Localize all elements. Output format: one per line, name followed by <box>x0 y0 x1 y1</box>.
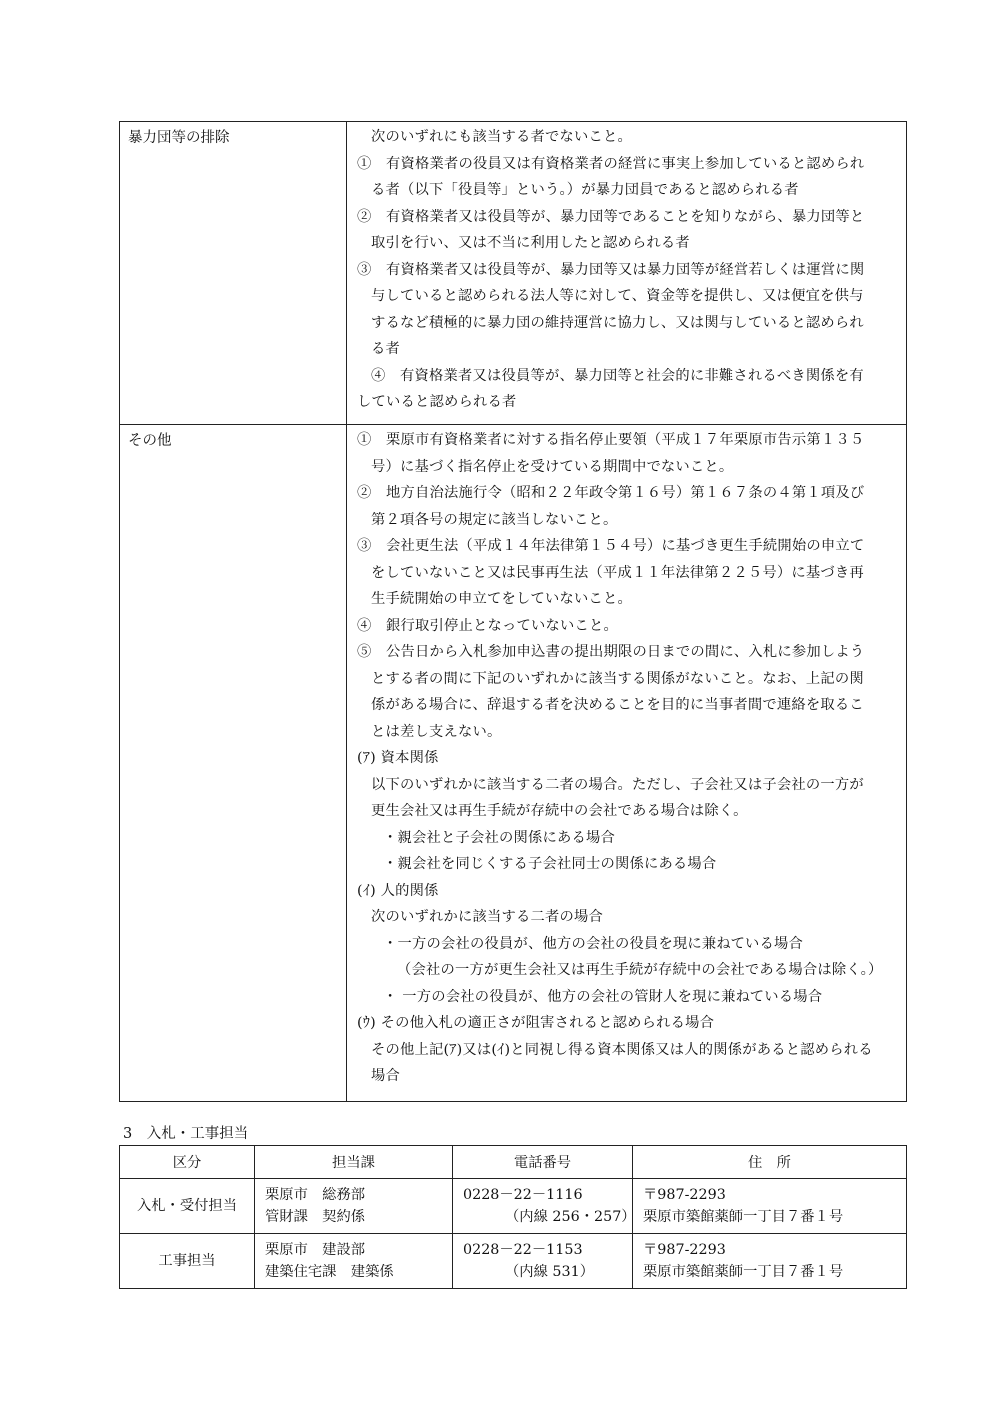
text-line: ③ 会社更生法（平成１４年法律第１５４号）に基づき更生手続開始の申立て <box>357 538 865 554</box>
text-line: 以下のいずれかに該当する二者の場合。ただし、子会社又は子会社の一方が <box>371 776 864 793</box>
division-cell: 入札・受付担当 <box>120 1179 255 1234</box>
text-line: 号）に基づく指名停止を受けている期間中でないこと。 <box>371 458 734 475</box>
table-row <box>120 1179 907 1234</box>
contact-table <box>119 1145 907 1289</box>
column-header: 住 所 <box>633 1146 907 1179</box>
text-line: とは差し支えない。 <box>371 723 502 740</box>
text-line: ③ 有資格業者又は役員等が、暴力団等又は暴力団等が経営若しくは運営に関 <box>357 261 865 278</box>
address-cell <box>633 1234 907 1289</box>
address-line: 栗原市築館薬師一丁目７番１号 <box>643 1209 844 1225</box>
department-line: 建築住宅課 建築係 <box>265 1264 394 1280</box>
text-line: ・親会社を同じくする子会社同士の関係にある場合 <box>383 856 717 872</box>
text-line: 係がある場合に、辞退する者を決めることを目的に当事者間で連絡を取るこ <box>371 697 864 713</box>
text-line: その他上記(ｱ)又は(ｲ)と同視し得る資本関係又は人的関係があると認められる <box>371 1041 873 1058</box>
text-line: とする者の間に下記のいずれかに該当する関係がないこと。なお、上記の関 <box>371 670 864 687</box>
text-line: (ｳ) その他入札の適正さが阻害されると認められる場合 <box>357 1015 715 1031</box>
text-line: る者 <box>371 341 400 357</box>
address-line: 栗原市築館薬師一丁目７番１号 <box>643 1264 844 1280</box>
text-line: ・ 一方の会社の役員が、他方の会社の管財人を現に兼ねている場合 <box>383 988 823 1005</box>
text-line: をしていないこと又は民事再生法（平成１１年法律第２２５号）に基づき再 <box>371 564 864 581</box>
department-cell <box>255 1234 453 1289</box>
text-line: していると認められる者 <box>357 394 517 410</box>
phone-extension: （内線 531） <box>505 1264 595 1280</box>
text-line: る者（以下「役員等」という。）が暴力団員であると認められる者 <box>371 182 799 198</box>
department-cell <box>255 1179 453 1234</box>
text-line: ② 有資格業者又は役員等が、暴力団等であることを知りながら、暴力団等と <box>357 208 865 225</box>
requirements-table <box>119 121 907 1102</box>
exclusion-label: 暴力団等の排除 <box>120 122 347 425</box>
text-line: (ｱ) 資本関係 <box>357 750 439 766</box>
phone-extension: （内線 256・257） <box>505 1209 636 1225</box>
text-line: 場合 <box>371 1068 400 1084</box>
phone-number: 0228－22－1153 <box>463 1242 583 1258</box>
phone-number: 0228－22－1116 <box>463 1187 583 1203</box>
phone-cell <box>453 1179 636 1234</box>
other-label: その他 <box>120 425 347 1102</box>
text-line: 次のいずれにも該当する者でないこと。 <box>371 129 632 145</box>
text-line: 第２項各号の規定に該当しないこと。 <box>371 511 618 528</box>
text-line: ④ 銀行取引停止となっていないこと。 <box>357 617 618 634</box>
postal-code: 〒987-2293 <box>643 1187 726 1203</box>
table-row <box>120 1234 907 1289</box>
text-line: ① 栗原市有資格業者に対する指名停止要領（平成１７年栗原市告示第１３５ <box>357 432 865 448</box>
department-line: 管財課 契約係 <box>265 1209 366 1225</box>
text-line: （会社の一方が更生会社又は再生手続が存続中の会社である場合は除く。） <box>397 962 883 978</box>
column-header: 電話番号 <box>453 1146 633 1179</box>
text-line: 次のいずれかに該当する二者の場合 <box>371 909 603 925</box>
column-header: 区分 <box>120 1146 255 1179</box>
section-heading: 3 入札・工事担当 <box>123 1126 249 1142</box>
department-line: 栗原市 総務部 <box>265 1187 366 1203</box>
text-line: ① 有資格業者の役員又は有資格業者の経営に事実上参加していると認められ <box>357 155 865 172</box>
text-line: 更生会社又は再生手続が存続中の会社である場合は除く。 <box>371 803 748 819</box>
text-line: ・一方の会社の役員が、他方の会社の役員を現に兼ねている場合 <box>383 935 804 952</box>
text-line: ⑤ 公告日から入札参加申込書の提出期限の日までの間に、入札に参加しよう <box>357 644 865 660</box>
text-line: 与していると認められる法人等に対して、資金等を提供し、又は便宜を供与 <box>371 288 864 304</box>
text-line: (ｲ) 人的関係 <box>357 882 439 899</box>
text-line: 生手続開始の申立てをしていないこと。 <box>371 591 632 607</box>
text-line: 取引を行い、又は不当に利用したと認められる者 <box>371 235 690 251</box>
other-body <box>347 425 907 1102</box>
address-cell <box>633 1179 907 1234</box>
text-line: ② 地方自治法施行令（昭和２２年政令第１６号）第１６７条の４第１項及び <box>357 485 865 501</box>
postal-code: 〒987-2293 <box>643 1242 726 1258</box>
text-line: するなど積極的に暴力団の維持運営に協力し、又は関与していると認められ <box>371 314 864 331</box>
table-row <box>120 425 907 1102</box>
table-header-row <box>120 1146 907 1179</box>
exclusion-body <box>347 122 907 425</box>
department-line: 栗原市 建設部 <box>265 1242 366 1258</box>
phone-cell <box>453 1234 633 1289</box>
table-row <box>120 122 907 425</box>
text-line: ・親会社と子会社の関係にある場合 <box>383 829 615 846</box>
text-line: ④ 有資格業者又は役員等が、暴力団等と社会的に非難されるべき関係を有 <box>371 367 864 384</box>
column-header: 担当課 <box>255 1146 453 1179</box>
division-cell: 工事担当 <box>120 1234 255 1289</box>
